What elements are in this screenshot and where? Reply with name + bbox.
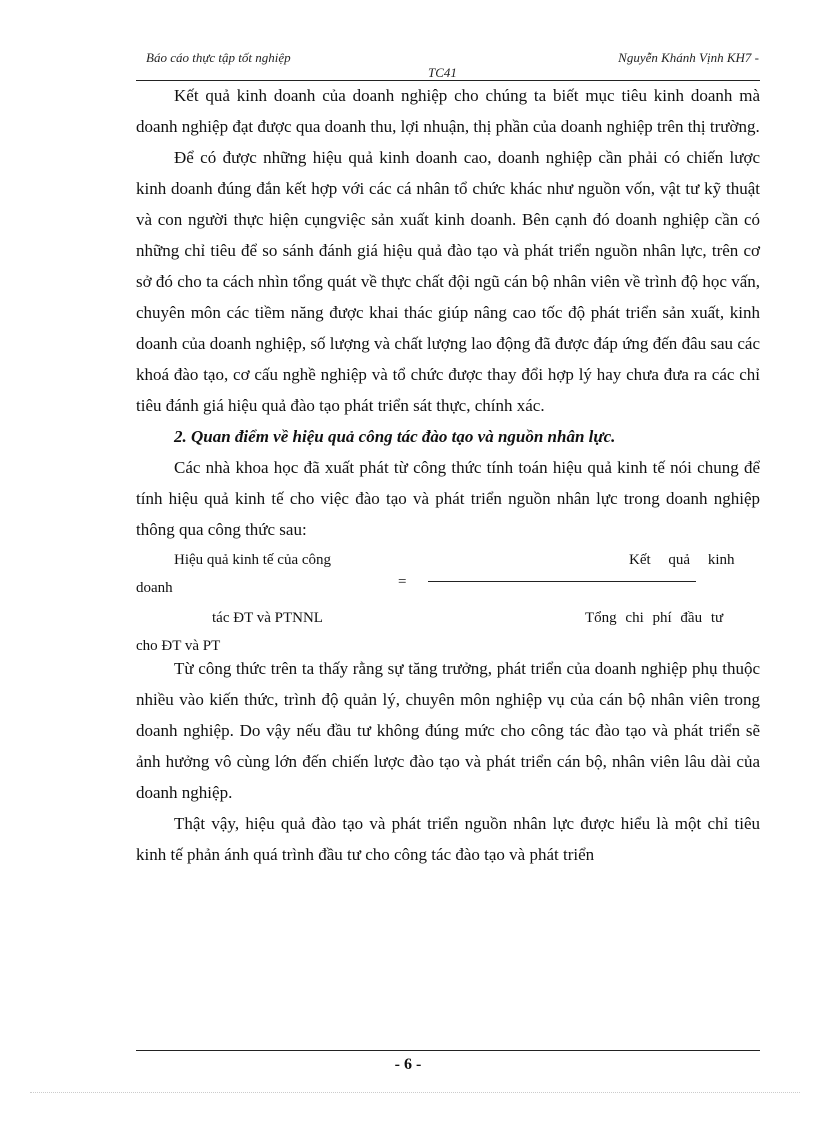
formula-numerator: Kết quả kinh [629, 552, 735, 568]
formula-fraction-bar [428, 581, 696, 582]
formula-denominator: Tổng chi phí đầu tư [585, 610, 724, 626]
formula-equals-sign: = [398, 574, 407, 590]
page-body [136, 80, 760, 870]
header-report-title: Báo cáo thực tập tốt nghiệp [146, 50, 291, 65]
paragraph-formula-analysis: Từ công thức trên ta thấy rằng sự tăng trưởng, phát triển của doanh nghiệp phụ thuộc nhiều vào kiến thức, trình độ quản lý, chuyên môn nghiệp vụ của cán bộ nhân viên trong doanh nghiệp. Do vậy nếu đầu tư không đúng mức cho công tác đào tạo và phát triển sẽ ảnh hưởng vô cùng lớn đến chiến lược đào tạo và phát triển cán bộ, nhân viên lâu dài của doanh nghiệp. [136, 659, 760, 802]
formula-lhs-line3: tác ĐT và PTNNL [212, 610, 323, 626]
paragraph-business-strategy: Để có được những hiệu quả kinh doanh cao, doanh nghiệp cần phải có chiến lược kinh doanh đúng đắn kết hợp với các cá nhân tổ chức khác như nguồn vốn, vật tư kỹ thuật và con người thực hiện cụngviệc sản xuất kinh doanh. Bên cạnh đó doanh nghiệp cần có những chỉ tiêu để so sánh đánh giá hiệu quả đào tạo và phát triển nguồn nhân lực, trên cơ sở đó cho ta cách nhìn tổng quát về thực chất đội ngũ cán bộ nhân viên về trình độ học vấn, chuyên môn các tiềm năng được khai thác giúp nâng cao tốc độ phát triển sản xuất, kinh doanh của doanh nghiệp, số lượng và chất lượng lao động đã được đáp ứng đến đâu sau các khoá đào tạo, cơ cấu nghề nghiệp và tổ chức được thay đổi hợp lý hay chưa đưa ra các chỉ tiêu đánh giá hiệu quả đào tạo phát triển sát thực, chính xác. [136, 148, 760, 415]
formula-lhs-line4: cho ĐT và PT [136, 638, 221, 654]
paragraph-formula-intro: Các nhà khoa học đã xuất phát từ công thức tính toán hiệu quả kinh tế nói chung để tính hiệu quả kinh tế cho việc đào tạo và phát triển nguồn nhân lực trong doanh nghiệp thông qua công thức sau: [136, 458, 760, 539]
formula-lhs-line1: Hiệu quả kinh tế của công [174, 552, 332, 568]
page-number: - 6 - [394, 1056, 422, 1073]
paragraph-business-results: Kết quả kinh doanh của doanh nghiệp cho chúng ta biết mục tiêu kinh doanh mà doanh nghiệp đạt được qua doanh thu, lợi nhuận, thị phần của doanh nghiệp trên thị trường. [136, 86, 760, 136]
footer-divider [136, 1050, 760, 1051]
header-author: Nguyễn Khánh Vịnh KH7 - [618, 50, 759, 65]
formula-lhs-line2: doanh [136, 580, 173, 596]
page-edge-dotted-line [30, 1092, 800, 1093]
paragraph-efficiency-definition: Thật vậy, hiệu quả đào tạo và phát triển nguồn nhân lực được hiểu là một chỉ tiêu kinh tế phản ánh quá trình đầu tư cho công tác đào tạo và phát triển [136, 814, 760, 864]
header-author-class: TC41 [428, 65, 457, 80]
section-heading: 2. Quan điểm về hiệu quả công tác đào tạo và nguồn nhân lực. [174, 427, 616, 446]
efficiency-formula [136, 545, 760, 653]
